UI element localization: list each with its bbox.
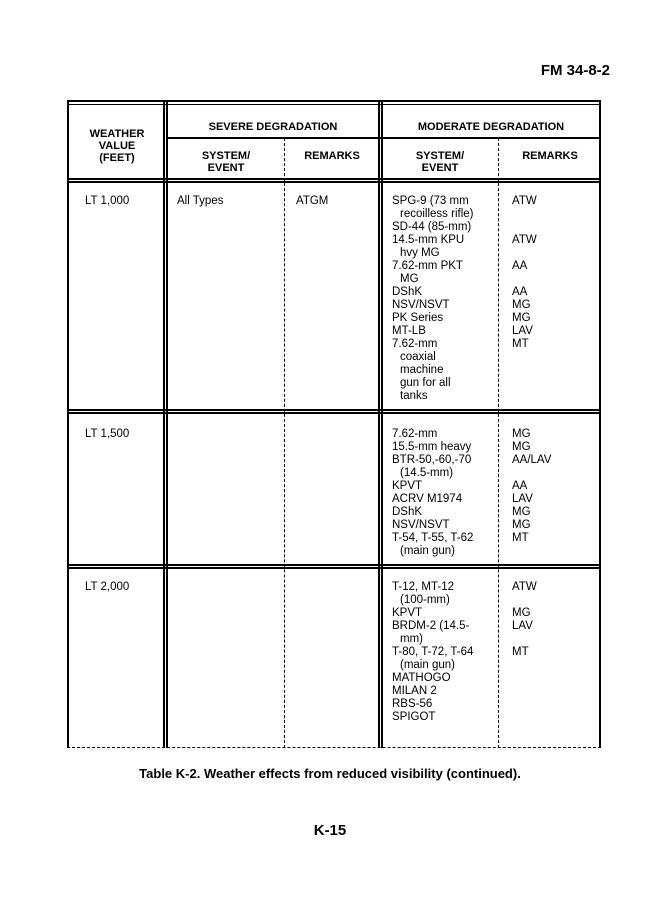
header-severe-system-event: SYSTEM/ EVENT (201, 150, 251, 174)
row-3-moderate-remarks: ATW MG LAV MT (512, 581, 537, 658)
row-1-severe-remarks: ATGM (296, 195, 329, 207)
header-weather-value: WEATHER VALUE (FEET) (89, 128, 145, 164)
row-3-weather: LT 2,000 (85, 581, 130, 593)
row-1-severe-system: All Types (177, 195, 224, 207)
row-2-moderate-system: 7.62-mm 15.5-mm heavy BTR-50,-60,-70 (14.5-mm) KPVT ACRV M1974 DShK NSV/NSVT T-54, T-55, T-62 (main gun) (392, 428, 474, 557)
header-severe-degradation: SEVERE DEGRADATION (208, 121, 338, 133)
page-number: K-15 (313, 822, 347, 839)
header-moderate-remarks: REMARKS (522, 150, 578, 162)
row-2-moderate-remarks: MG MG AA/LAV AA LAV MG MG MT (512, 428, 552, 544)
row-3-moderate-system: T-12, MT-12 (100-mm) KPVT BRDM-2 (14.5- mm) T-80, T-72, T-64 (main gun) MATHOGO MILAN 2 RBS-56 SPIGOT (392, 581, 474, 723)
page-header: FM 34-8-2 (540, 62, 610, 79)
row-2-weather: LT 1,500 (85, 428, 130, 440)
row-1-moderate-remarks: ATW ATW AA AA MG MG LAV MT (512, 195, 537, 350)
row-1-weather: LT 1,000 (85, 195, 130, 207)
header-moderate-degradation: MODERATE DEGRADATION (417, 121, 565, 133)
table-caption: Table K-2. Weather effects from reduced visibility (continued). (139, 766, 521, 781)
header-moderate-system-event: SYSTEM/ EVENT (415, 150, 465, 174)
row-1-moderate-system: SPG-9 (73 mm recoilless rifle) SD-44 (85-mm) 14.5-mm KPU hvy MG 7.62-mm PKT MG DShK NSV/NSVT PK Series MT-LB 7.62-mm coaxial machine gun for all tanks (392, 195, 474, 402)
header-severe-remarks: REMARKS (304, 150, 360, 162)
